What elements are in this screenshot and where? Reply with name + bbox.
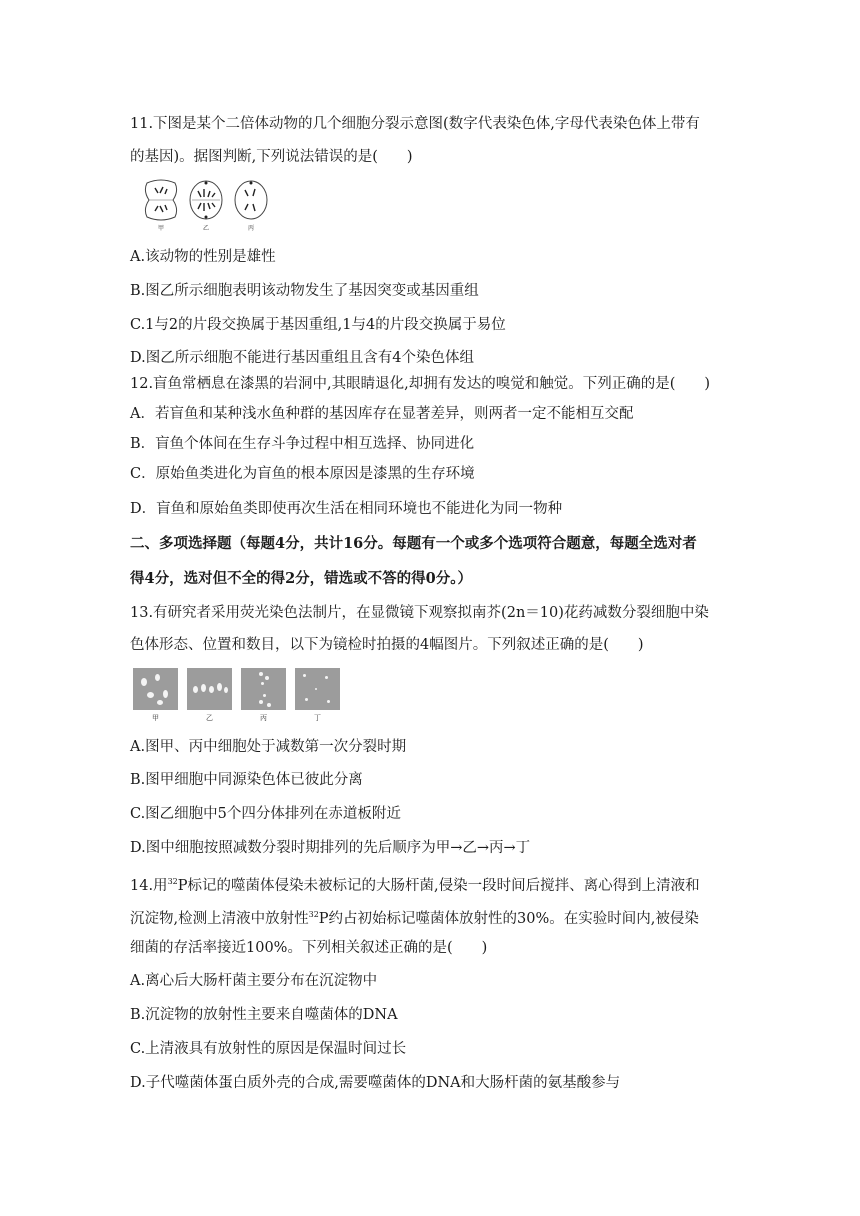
q11-caption-yi: 乙 bbox=[202, 225, 209, 232]
q13-caption-bing: 丙 bbox=[260, 714, 267, 722]
q13-micrograph-figure bbox=[133, 668, 343, 724]
q14-option-a: A.离心后大肠杆菌主要分布在沉淀物中 bbox=[130, 973, 378, 989]
q13-micrograph-jia bbox=[133, 668, 178, 710]
q14-option-d: D.子代噬菌体蛋白质外壳的合成,需要噬菌体的DNA和大肠杆菌的氨基酸参与 bbox=[130, 1075, 621, 1091]
q11-option-d: D.图乙所示细胞不能进行基因重组且含有4个染色体组 bbox=[130, 350, 474, 366]
q11-cell-yi bbox=[188, 179, 224, 221]
q13-stem-line2: 色体形态、位置和数目，以下为镜检时拍摄的4幅图片。下列叙述正确的是( ) bbox=[130, 637, 644, 653]
q11-cell-division-figure bbox=[143, 179, 273, 231]
q13-micrograph-ding bbox=[295, 668, 340, 710]
q14-option-c: C.上清液具有放射性的原因是保温时间过长 bbox=[130, 1041, 407, 1057]
q13-caption-yi: 乙 bbox=[206, 714, 213, 722]
q14-isotope-mass-2: 32 bbox=[308, 910, 319, 919]
q11-caption-bing: 丙 bbox=[247, 225, 254, 232]
q13-stem-line1: 13.有研究者采用荧光染色法制片，在显微镜下观察拟南芥(2n＝10)花药减数分裂细胞中染 bbox=[130, 605, 709, 621]
q13-caption-jia: 甲 bbox=[152, 714, 159, 722]
q14-stem-line2 bbox=[130, 905, 699, 929]
q11-option-c: C.1与2的片段交换属于基因重组,1与4的片段交换属于易位 bbox=[130, 317, 506, 333]
q11-option-b: B.图乙所示细胞表明该动物发生了基因突变或基因重组 bbox=[130, 283, 479, 299]
section2-heading-line1: 二、多项选择题（每题4分，共计16分。每题有一个或多个选项符合题意，每题全选对者 bbox=[130, 535, 697, 552]
q12-option-c: C．原始鱼类进化为盲鱼的根本原因是漆黑的生存环境 bbox=[130, 466, 475, 482]
q12-option-b: B．盲鱼个体间在生存斗争过程中相互选择、协同进化 bbox=[130, 436, 475, 452]
q11-cell-bing bbox=[233, 179, 269, 221]
q13-option-d: D.图中细胞按照减数分裂时期排列的先后顺序为甲→乙→丙→丁 bbox=[130, 840, 531, 856]
section2-heading-line2: 得4分，选对但不全的得2分，错选或不答的得0分。） bbox=[130, 570, 473, 587]
q13-option-a: A.图甲、丙中细胞处于减数第一次分裂时期 bbox=[130, 739, 407, 755]
q14-option-b: B.沉淀物的放射性主要来自噬菌体的DNA bbox=[130, 1007, 398, 1023]
q11-stem-line2: 的基因)。据图判断,下列说法错误的是( ) bbox=[130, 149, 413, 165]
q14-stem-line1-prefix: 14.用 bbox=[130, 877, 168, 894]
q14-stem-line2-prefix: 沉淀物,检测上清液中放射性 bbox=[130, 910, 309, 927]
q13-option-b: B.图甲细胞中同源染色体已彼此分离 bbox=[130, 772, 363, 788]
q14-isotope-mass-1: 32 bbox=[167, 877, 178, 886]
q14-stem-line1 bbox=[130, 872, 700, 896]
q13-micrograph-bing bbox=[241, 668, 286, 710]
q13-caption-ding: 丁 bbox=[314, 714, 321, 722]
q11-caption-jia: 甲 bbox=[157, 225, 164, 232]
q12-stem: 12.盲鱼常栖息在漆黑的岩洞中,其眼睛退化,却拥有发达的嗅觉和触觉。下列正确的是( ) bbox=[130, 376, 711, 392]
q11-cell-jia bbox=[143, 179, 179, 221]
q11-stem-line1: 11.下图是某个二倍体动物的几个细胞分裂示意图(数字代表染色体,字母代表染色体上带有 bbox=[130, 116, 700, 132]
q14-stem-line3: 细菌的存活率接近100%。下列相关叙述正确的是( ) bbox=[130, 940, 488, 956]
q11-option-a: A.该动物的性别是雄性 bbox=[130, 249, 276, 265]
q14-stem-line2-rest: P约占初始标记噬菌体放射性的30%。在实验时间内,被侵染 bbox=[318, 910, 699, 927]
q13-option-c: C.图乙细胞中5个四分体排列在赤道板附近 bbox=[130, 806, 401, 822]
q12-option-a: A．若盲鱼和某种浅水鱼种群的基因库存在显著差异，则两者一定不能相互交配 bbox=[130, 406, 634, 422]
q14-stem-line1-rest: P标记的噬菌体侵染未被标记的大肠杆菌,侵染一段时间后搅拌、离心得到上清液和 bbox=[177, 877, 700, 894]
q13-micrograph-yi bbox=[187, 668, 232, 710]
q12-option-d: D．盲鱼和原始鱼类即使再次生活在相同环境也不能进化为同一物种 bbox=[130, 501, 563, 517]
